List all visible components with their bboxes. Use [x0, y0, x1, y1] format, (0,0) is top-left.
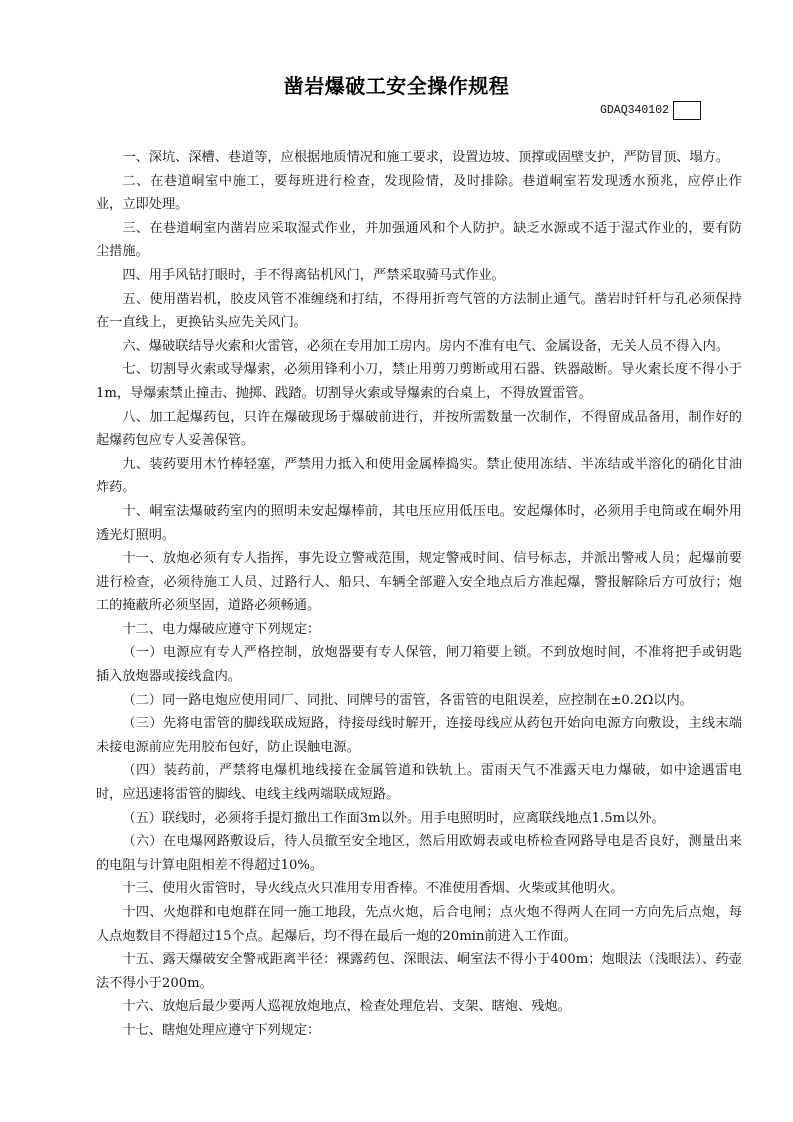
- paragraph-8: 八、加工起爆药包，只许在爆破现场于爆破前进行，并按所需数量一次制作，不得留成品备用，制作好的起爆药包应专人妥善保管。: [96, 409, 742, 449]
- paragraph-17: 十七、瞎炮处理应遵守下列规定：: [122, 1022, 321, 1038]
- paragraph-4: 四、用手风钻打眼时，手不得离钻机风门，严禁采取骑马式作业。: [122, 267, 505, 283]
- paragraph-12: 十二、电力爆破应遵守下列规定：: [122, 621, 321, 637]
- paragraph-3: 三、在巷道峒室内凿岩应采取湿式作业，并加强通风和个人防护。缺乏水源或不适于湿式作业的，要有防尘措施。: [96, 220, 742, 260]
- paragraph-1: 一、深坑、深槽、巷道等，应根据地质情况和施工要求，设置边坡、顶撑或固壁支护，严防冒顶、塌方。: [122, 150, 730, 165]
- document-title: 凿岩爆破工安全操作规程: [283, 74, 510, 98]
- paragraph-14: 十四、火炮群和电炮群在同一施工地段，先点火炮，后合电闸；点火炮不得两人在同一方向先后点炮，每人点炮数目不得超过15个点。起爆后，均不得在最后一炮的20min前进入工作面。: [96, 905, 742, 944]
- paragraph-12-5: （五）联线时，必须将手提灯撤出工作面3m以外。用手电照明时，应离联线地点1.5m以外。: [122, 810, 665, 826]
- paragraph-12-2: （二）同一路电炮应使用同厂、同批、同牌号的雷管，各雷管的电阻误差，应控制在±0.2Ω以内。: [122, 692, 693, 708]
- paragraph-10: 十、峒室法爆破药室内的照明未安起爆棒前，其电压应用低压电。安起爆体时，必须用手电筒或在峒外用透光灯照明。: [96, 503, 742, 543]
- paragraph-12-3: （三）先将电雷管的脚线联成短路，待接母线时解开，连接母线应从药包开始向电源方向敷设，主线末端未接电源前应先用胶布包好，防止误触电源。: [96, 716, 742, 755]
- paragraph-7: 七、切割导火索或导爆索，必须用锋利小刀，禁止用剪刀剪断或用石器、铁器敲断。导火索长度不得小于1m，导爆索禁止撞击、抛掷、践踏。切割导火索或导爆索的台桌上，不得放置雷管。: [96, 362, 742, 401]
- paragraph-12-1: （一）电源应有专人严格控制，放炮器要有专人保管，闸刀箱要上锁。不到放炮时间，不准将把手或钥匙插入放炮器或接线盒内。: [96, 645, 742, 685]
- paragraph-2: 二、在巷道峒室中施工，要每班进行检查，发现险情，及时排除。巷道峒室若发现透水预兆，应停止作业，立即处理。: [96, 173, 742, 213]
- paragraph-12-6: （六）在电爆网路敷设后，待人员撤至安全地区，然后用欧姆表或电桥检查网路导电是否良好，测量出来的电阻与计算电阻相差不得超过10%。: [96, 834, 742, 873]
- document-code-row: [600, 101, 701, 120]
- document-code: GDAQ340102: [600, 104, 670, 117]
- paragraph-15: 十五、露天爆破安全警戒距离半径：裸露药包、深眼法、峒室法不得小于400m；炮眼法（浅眼法）、药壶法不得小于200m。: [96, 952, 742, 991]
- paragraph-12-4: （四）装药前，严禁将电爆机地线接在金属管道和铁轨上。雷雨天气不准露天电力爆破，如中途遇雷电时，应迅速将雷管的脚线、电线主线两端联成短路。: [96, 763, 742, 803]
- paragraph-5: 五、使用凿岩机，胶皮风管不准缠绕和打结，不得用折弯气管的方法制止通气。凿岩时钎杆与孔必须保持在一直线上，更换钻头应先关风门。: [96, 291, 742, 331]
- document-body: [96, 146, 742, 1043]
- paragraph-11: 十一、放炮必须有专人指挥，事先设立警戒范围，规定警戒时间、信号标志，并派出警戒人员；起爆前要进行检查，必须待施工人员、过路行人、船只、车辆全部避入安全地点后方准起爆，警报解除后方可放行；炮工的掩蔽所必须坚固，道路必须畅通。: [96, 551, 742, 614]
- code-box: [673, 101, 701, 120]
- paragraph-9: 九、装药要用木竹棒轻塞，严禁用力抵入和使用金属棒捣实。禁止使用冻结、半冻结或半溶化的硝化甘油炸药。: [96, 456, 742, 496]
- paragraph-16: 十六、放炮后最少要两人巡视放炮地点，检查处理危岩、支架、瞎炮、残炮。: [122, 999, 571, 1015]
- paragraph-13: 十三、使用火雷管时，导火线点火只准用专用香棒。不准使用香烟、火柴或其他明火。: [122, 881, 624, 897]
- paragraph-6: 六、爆破联结导火索和火雷管，必须在专用加工房内。房内不准有电气、金属设备，无关人员不得入内。: [122, 338, 730, 354]
